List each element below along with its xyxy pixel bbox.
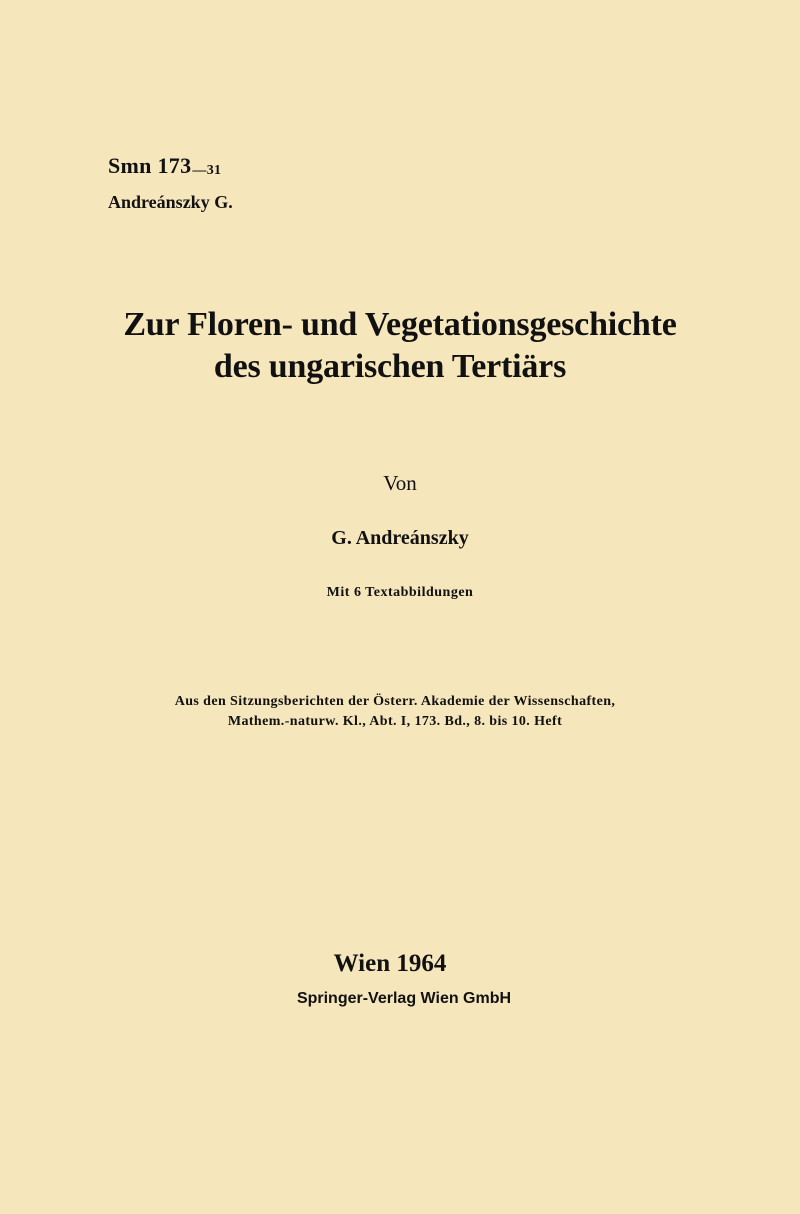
series-author: Andreánszky G. [108,192,233,212]
illustrations-note: Mit 6 Textabbildungen [326,585,474,600]
source-line-2: Mathem.-naturw. Kl., Abt. I, 173. Bd., 8. bis 10. Heft [227,714,563,729]
title-line-2: des ungarischen Tertiärs [213,348,567,385]
byline-label: Von [383,471,417,495]
title-line-1: Zur Floren- und Vegetationsgeschichte [123,306,677,343]
series-code-line [108,150,233,187]
source-line-1: Aus den Sitzungsberichten der Österr. Akademie der Wissenschaften, [174,694,616,709]
series-code-suffix: —31 [192,163,222,178]
series-code: Smn 173 [108,153,192,178]
series-block [108,150,233,214]
publisher: Springer-Verlag Wien GmbH [296,990,512,1007]
author-name: G. Andreánszky [331,527,469,549]
place-year: Wien 1964 [333,950,447,977]
page-title [0,304,800,388]
source-note [0,692,790,732]
